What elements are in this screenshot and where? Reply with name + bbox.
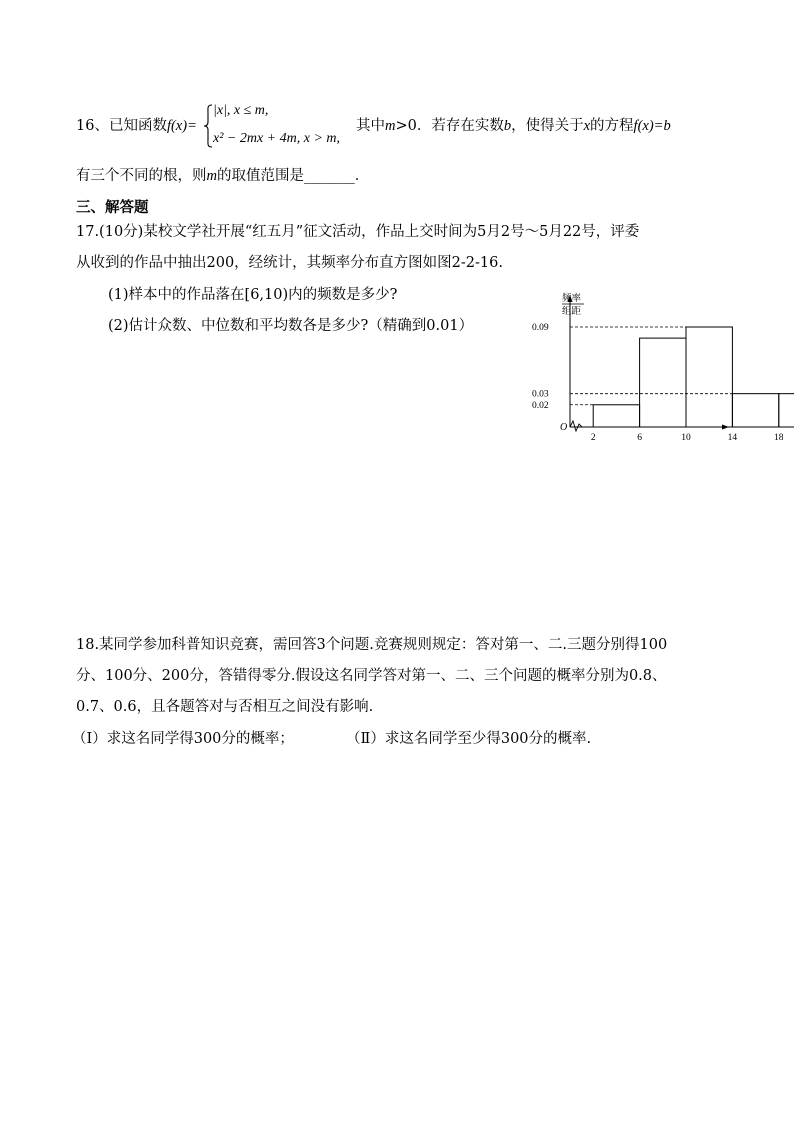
piecewise-brace (203, 104, 213, 148)
q16-text-ref: ，使得关于 (511, 118, 584, 134)
x-tick-label: 10 (681, 433, 691, 443)
y-tick-label: 0.03 (532, 389, 549, 400)
q16-line2-m: m (206, 168, 217, 184)
y-label-denominator: 组距 (562, 307, 582, 317)
q16-cond-gt: >0．若存在实数 (395, 118, 504, 134)
q16-line1-rest (356, 117, 671, 135)
origin-label: O (560, 422, 568, 433)
y-tick-label: 0.09 (532, 323, 549, 333)
bars (593, 327, 794, 427)
reference-lines (570, 327, 732, 405)
y-tick-label: 0.02 (532, 400, 549, 411)
x-tick-label: 2 (590, 433, 596, 443)
x-tick-label: 18 (774, 433, 784, 443)
histogram-bar (732, 394, 778, 427)
histogram-bar (640, 338, 686, 427)
q17-line1: 17.(10分)某校文学社开展“红五月”征文活动，作品上交时间为5月2号～5月22号，评委 (76, 224, 640, 240)
q16-line2-a: 有三个不同的根，则 (76, 168, 207, 184)
q16-eq: f(x)=b (633, 118, 671, 134)
y-label-numerator: 频率 (562, 294, 582, 304)
histogram-bar (779, 394, 794, 427)
q16-piece1: |x|, x ≤ m, (213, 103, 269, 118)
q16-cond-m: m (385, 118, 396, 134)
q18-line1: 18.某同学参加科普知识竞赛，需回答3个问题.竞赛规则规定：答对第一、二.三题分别得100 (76, 637, 668, 653)
q16-var-b: b (503, 118, 512, 134)
x-tick-label: 6 (637, 433, 642, 443)
q16-piece1-row (213, 100, 268, 122)
q18-line2: 分、100分、200分，答错得零分.假设这名同学答对第一、二、三个问题的概率分别为0.8、 (76, 668, 667, 684)
q16-prefix: 16、已知函数 (76, 118, 167, 134)
q17-sub1: (1)样本中的作品落在[6,10)内的频数是多少? (108, 287, 398, 303)
q16-line1 (76, 117, 197, 135)
q16-after-piece: 其中 (356, 118, 385, 134)
q16-piece2: x² − 2mx + 4m, x > m, (213, 131, 341, 146)
x-tick-label: 14 (727, 433, 738, 443)
axis-break (570, 421, 582, 431)
q18-line3: 0.7、0.6，且各题答对与否相互之间没有影响. (76, 699, 374, 715)
q16-text-eq: 的方程 (590, 118, 634, 134)
q17-sub2: (2)估计众数、中位数和平均数各是多少?（精确到0.01） (108, 318, 474, 334)
q16-line2-b: 的取值范围是_______． (216, 168, 370, 184)
q17-line2: 从收到的作品中抽出200，经统计，其频率分布直方图如图2-2-16. (76, 255, 503, 271)
q16-line2 (76, 167, 369, 185)
frequency-histogram (526, 290, 784, 448)
section-heading: 三、解答题 (76, 199, 149, 216)
q16-var-x: x (583, 118, 591, 134)
q18-part2: （Ⅱ）求这名同学至少得300分的概率. (346, 731, 592, 747)
q16-fx: f(x)= (166, 118, 197, 134)
histogram-bar (686, 327, 732, 427)
q18-part1: （Ⅰ）求这名同学得300分的概率； (72, 731, 294, 747)
histogram-bar (593, 405, 639, 427)
q16-piece2-row (213, 128, 340, 150)
